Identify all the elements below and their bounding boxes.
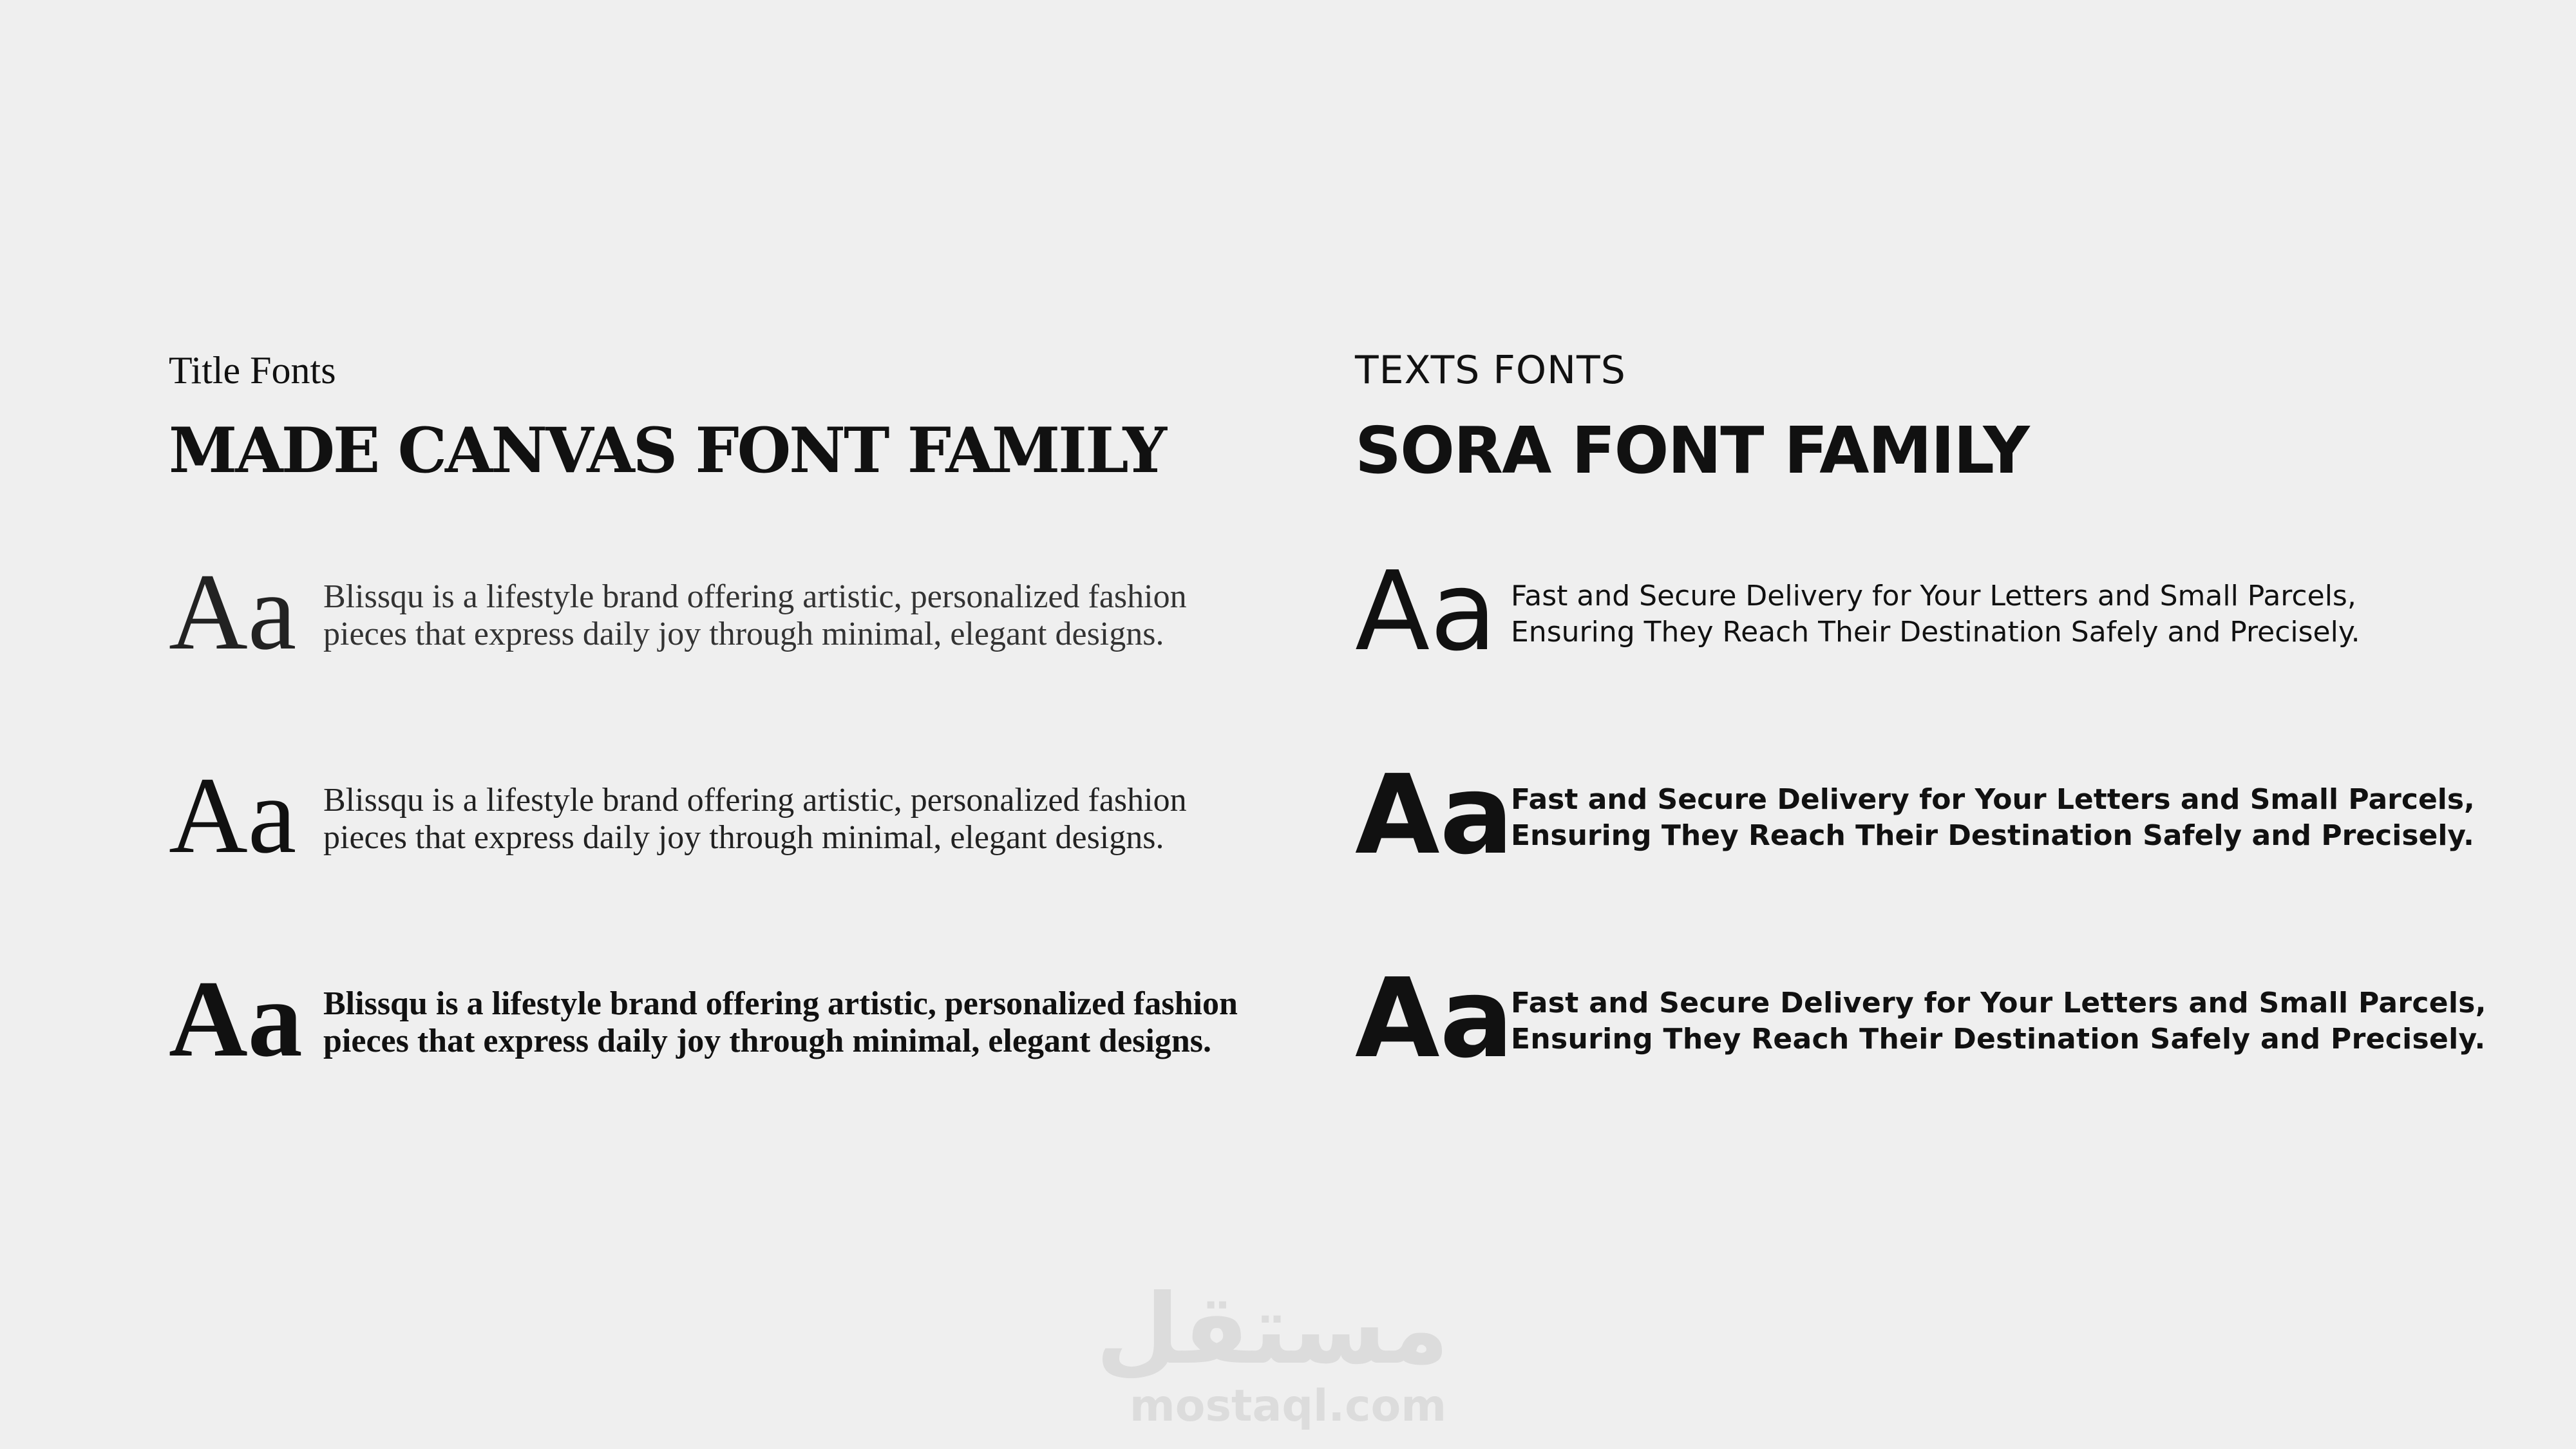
sample-line-1: Fast and Secure Delivery for Your Letters and Small Parcels, <box>1511 783 2475 816</box>
sample-line-2: Ensuring They Reach Their Destination Safely and Precisely. <box>1511 819 2474 852</box>
sample-line-2: pieces that express daily joy through minimal, elegant designs. <box>323 1023 1212 1059</box>
sample-glyph: Aa <box>1355 752 1514 879</box>
sample-line-1: Fast and Secure Delivery for Your Letters and Small Parcels, <box>1511 987 2486 1019</box>
title-font-sample-bold <box>169 958 1328 1079</box>
title-fonts-label: Title Fonts <box>169 349 336 392</box>
watermark-logo-arabic: مستقل <box>1095 1274 1449 1386</box>
sample-glyph: Aa <box>1355 955 1514 1083</box>
text-font-sample-bold <box>1355 955 2514 1083</box>
sample-line-2: pieces that express daily joy through minimal, elegant designs. <box>323 616 1164 652</box>
text-font-sample-semibold <box>1355 752 2514 879</box>
text-fonts-heading: SORA FONT FAMILY <box>1355 413 2029 488</box>
title-font-sample-light <box>169 551 1328 672</box>
title-fonts-heading: MADE CANVAS FONT FAMILY <box>169 414 1165 487</box>
sample-text <box>1511 985 2486 1057</box>
sample-glyph: Aa <box>169 551 297 672</box>
text-font-sample-regular <box>1355 548 2514 676</box>
sample-line-1: Fast and Secure Delivery for Your Letters and Small Parcels, <box>1511 580 2356 612</box>
watermark-url: mostaql.com <box>1129 1381 1447 1432</box>
sample-text <box>323 782 1187 857</box>
sample-glyph: Aa <box>1355 548 1497 676</box>
sample-line-2: pieces that express daily joy through minimal, elegant designs. <box>323 819 1164 856</box>
sample-line-2: Ensuring They Reach Their Destination Safely and Precisely. <box>1511 616 2360 649</box>
sample-line-1: Blissqu is a lifestyle brand offering artistic, personalized fashion <box>323 578 1187 615</box>
sample-glyph: Aa <box>169 958 303 1079</box>
sample-text <box>323 578 1187 653</box>
sample-text <box>1511 782 2475 854</box>
sample-line-1: Blissqu is a lifestyle brand offering artistic, personalized fashion <box>323 985 1238 1022</box>
title-font-sample-regular <box>169 755 1328 876</box>
sample-text <box>323 985 1238 1060</box>
sample-glyph: Aa <box>169 755 297 876</box>
sample-line-2: Ensuring They Reach Their Destination Safely and Precisely. <box>1511 1023 2486 1056</box>
sample-line-1: Blissqu is a lifestyle brand offering artistic, personalized fashion <box>323 782 1187 819</box>
sample-text <box>1511 578 2360 650</box>
text-fonts-label: TEXTS FONTS <box>1355 348 1626 393</box>
mostaql-watermark <box>1095 1274 1449 1432</box>
